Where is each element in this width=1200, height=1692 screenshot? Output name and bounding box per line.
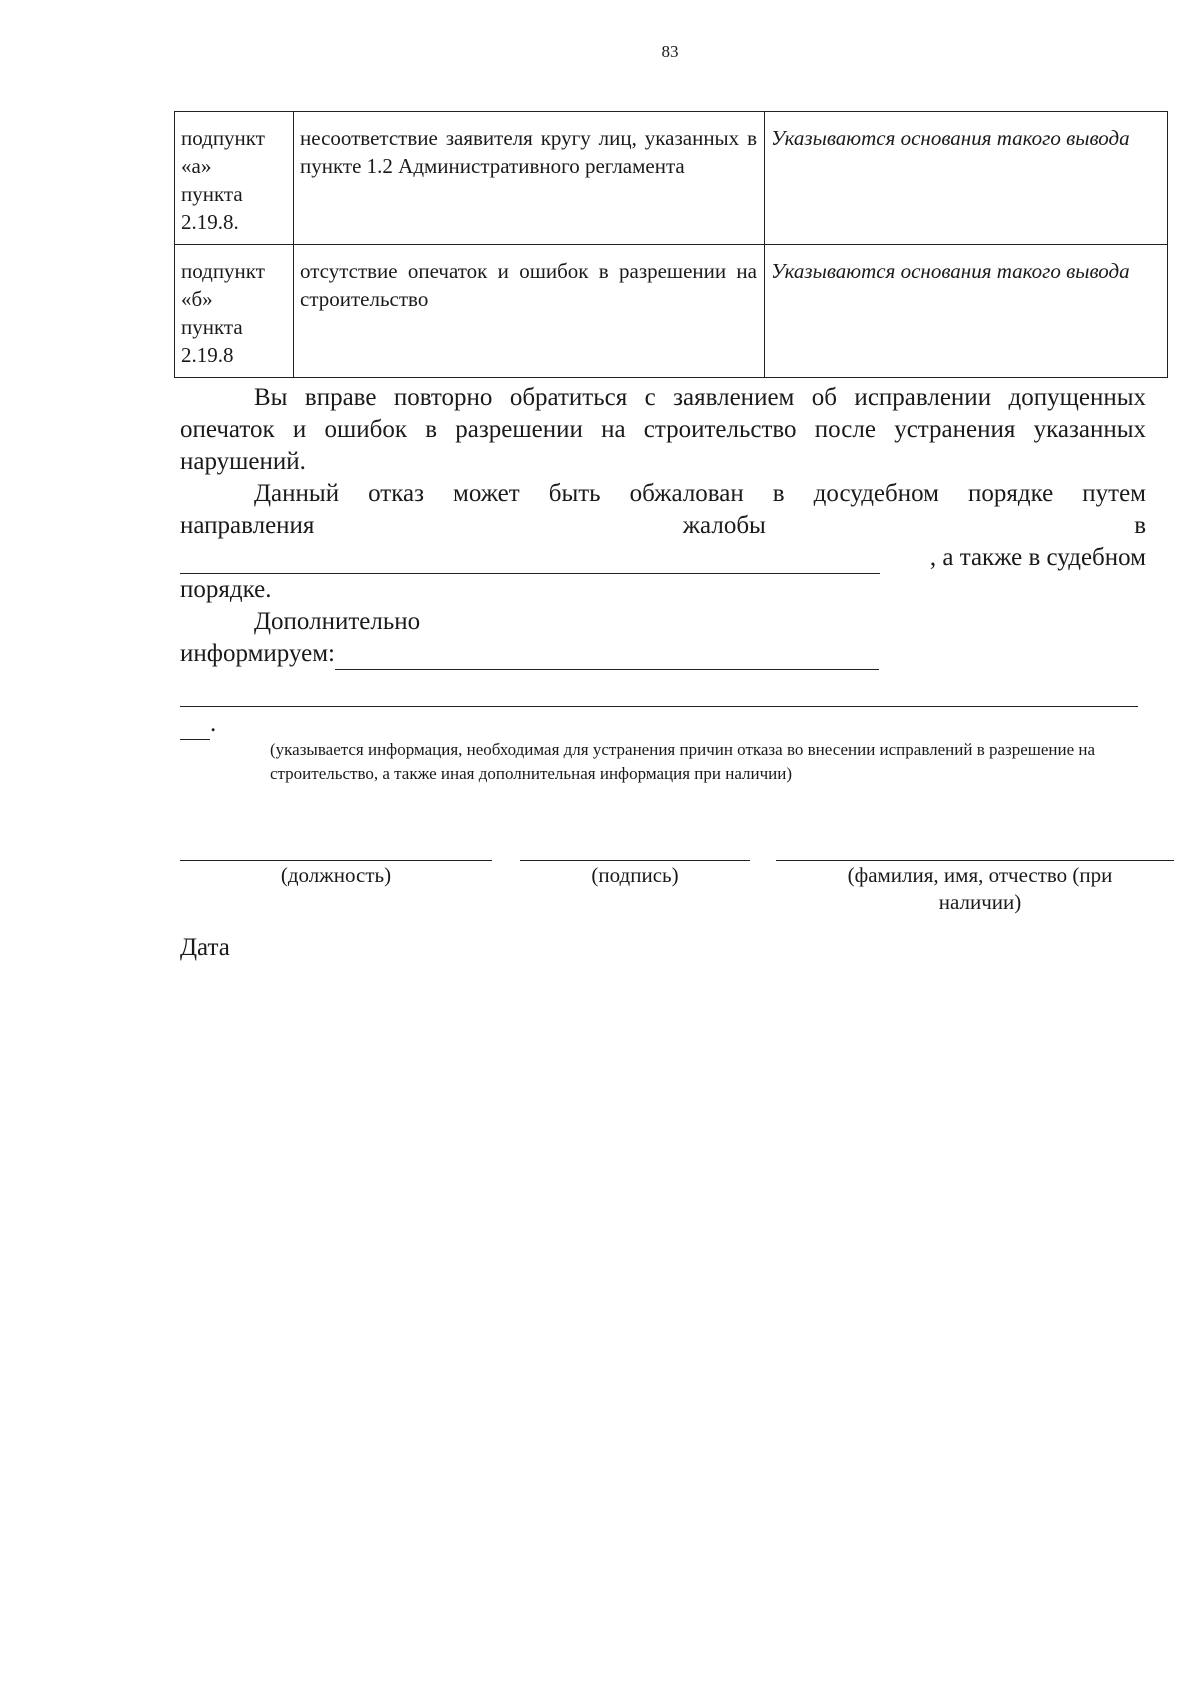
appeal-paragraph-line1: Данный отказ может быть обжалован в досудебном порядке путем	[254, 480, 1146, 507]
additional-info-label: Дополнительно	[254, 608, 421, 635]
refusal-grounds-table	[174, 111, 1168, 378]
additional-info-blank	[335, 643, 879, 670]
signature-line	[520, 860, 750, 861]
date-label: Дата	[180, 934, 230, 961]
page-number: 83	[661, 42, 679, 61]
explanation-cell: Указываются основания такого вывода	[765, 245, 1168, 378]
explanation-cell: Указываются основания такого вывода	[765, 112, 1168, 245]
reapply-paragraph: Вы вправе повторно обратиться с заявлением об исправлении допущенных опечаток и ошибок в разрешении на строительство после устранения указанных нарушений.	[180, 384, 1146, 475]
full-name-label: (фамилия, имя, отчество (при наличии)	[847, 863, 1113, 914]
clause-reference-cell: подпункт «б» пункта 2.19.8	[175, 245, 294, 378]
appeal-body-blank	[180, 547, 880, 574]
name-signature-line	[776, 860, 1174, 861]
appeal-paragraph-line2: направления жалобы в	[180, 512, 1146, 539]
additional-info-blank-line	[180, 706, 1138, 707]
additional-info-line: информируем:	[180, 638, 1146, 670]
info-note: (указывается информация, необходимая для устранения причин отказа во внесении исправлений в разрешение на строительство, а также иная дополнительная информация при наличии)	[270, 740, 1096, 783]
appeal-paragraph-line3: , а также в судебном	[180, 542, 1146, 574]
clause-reference-cell: подпункт «а» пункта 2.19.8.	[175, 112, 294, 245]
position-signature-line	[180, 860, 492, 861]
table-row	[175, 245, 1168, 378]
reason-cell: несоответствие заявителя кругу лиц, указанных в пункте 1.2 Административного регламента	[294, 112, 765, 245]
position-label: (должность)	[280, 863, 392, 887]
reason-cell: отсутствие опечаток и ошибок в разрешении на строительство	[294, 245, 765, 378]
signature-label: (подпись)	[591, 863, 679, 887]
table-row	[175, 112, 1168, 245]
appeal-paragraph-end: порядке.	[180, 576, 272, 603]
closing-blank	[180, 713, 210, 740]
closing-line: .	[180, 708, 1146, 740]
